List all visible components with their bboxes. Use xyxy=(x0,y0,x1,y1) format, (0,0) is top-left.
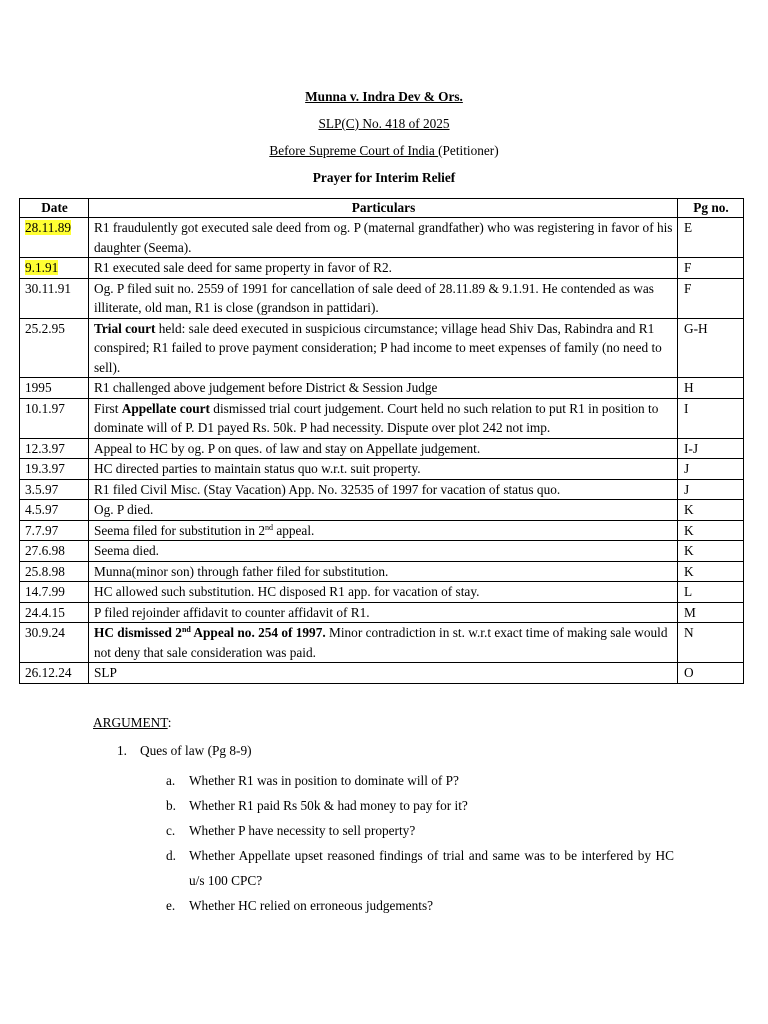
row-particulars xyxy=(89,663,678,684)
particulars-text-run: dismissed trial court judgement. Court held no such relation to put R1 in position to dominate will of P. D1 payed Rs. 50k. P had necessity. Dispute over plot 242 not imp. xyxy=(94,400,659,435)
particulars-text-run: P filed rejoinder affidavit to counter affidavit of R1. xyxy=(94,604,370,620)
row-particulars xyxy=(89,541,678,562)
row-particulars xyxy=(89,561,678,582)
particulars-text-run: HC directed parties to maintain status quo w.r.t. suit property. xyxy=(94,461,421,476)
prayer-heading: Prayer for Interim Relief xyxy=(312,170,456,185)
row-date: 7.7.97 xyxy=(25,522,59,538)
table-row xyxy=(20,378,744,399)
argument-item-number: 1. xyxy=(117,743,127,758)
row-particulars xyxy=(89,398,678,438)
row-page-ref: F xyxy=(678,278,744,318)
particulars-text-run: Og. P died. xyxy=(94,502,154,517)
row-date-cell xyxy=(20,582,89,603)
table-row xyxy=(20,663,744,684)
row-date: 28.11.89 xyxy=(25,220,72,235)
row-date: 14.7.99 xyxy=(25,584,65,599)
row-particulars xyxy=(89,438,678,459)
row-particulars xyxy=(89,602,678,623)
table-header-row xyxy=(20,199,744,218)
particulars-text-run: R1 filed Civil Misc. (Stay Vacation) App. No. 32535 of 1997 for vacation of status quo. xyxy=(94,481,561,497)
row-date: 30.11.91 xyxy=(25,280,72,296)
table-row xyxy=(20,479,744,500)
table-row xyxy=(20,541,744,562)
argument-subitem xyxy=(166,793,674,818)
particulars-text-run: R1 executed sale deed for same property in favor of R2. xyxy=(94,260,392,275)
court-name: Before Supreme Court of India xyxy=(269,143,439,158)
row-date-cell xyxy=(20,520,89,541)
row-date: 1995 xyxy=(25,380,52,395)
column-header-date: Date xyxy=(20,199,89,218)
row-page-ref: K xyxy=(678,561,744,582)
argument-heading-text: ARGUMENT xyxy=(93,715,168,730)
row-date: 4.5.97 xyxy=(25,502,59,517)
row-date-cell xyxy=(20,541,89,562)
particulars-text-run: Appeal to HC by og. P on ques. of law and stay on Appellate judgement. xyxy=(94,440,481,456)
argument-item xyxy=(117,742,252,760)
row-page-ref: N xyxy=(678,623,744,663)
row-page-ref: J xyxy=(678,459,744,480)
subitem-letter: a. xyxy=(166,773,176,788)
argument-heading-colon: : xyxy=(167,715,172,730)
subitem-text: Whether HC relied on erroneous judgements? xyxy=(189,898,434,913)
row-page-ref: I xyxy=(678,398,744,438)
particulars-text-run: Seema filed for substitution in 2 xyxy=(94,522,265,538)
particulars-text-run: Og. P filed suit no. 2559 of 1991 for cancellation of sale deed of 28.11.89 & 9.1.91. He contended as was illiterate, old man, R1 is close (grandson in pattidari). xyxy=(94,280,654,315)
row-page-ref: K xyxy=(678,500,744,521)
particulars-text-run: First xyxy=(94,400,122,416)
row-date: 30.9.24 xyxy=(25,625,65,640)
particulars-text-run: Seema died. xyxy=(94,543,159,558)
particulars-text-run: Trial court xyxy=(94,320,156,336)
table-row xyxy=(20,438,744,459)
case-title: Munna v. Indra Dev & Ors. xyxy=(305,89,463,104)
particulars-text-run: R1 fraudulently got executed sale deed from og. P (maternal grandfather) who was registering in favor of his daughter (Seema). xyxy=(94,220,673,255)
row-particulars xyxy=(89,582,678,603)
row-page-ref: F xyxy=(678,258,744,279)
row-page-ref: H xyxy=(678,378,744,399)
row-page-ref: I-J xyxy=(678,438,744,459)
row-date-cell xyxy=(20,663,89,684)
row-date-cell xyxy=(20,459,89,480)
row-particulars xyxy=(89,378,678,399)
row-date: 3.5.97 xyxy=(25,481,59,497)
row-date: 24.4.15 xyxy=(25,604,65,620)
table-row xyxy=(20,459,744,480)
particulars-text-run: held: sale deed executed in suspicious circumstance; village head Shiv Das, Rabindra and R1 conspired; R1 failed to prove payment consideration; P had income to meet expenses of family (no need to sell). xyxy=(94,320,662,375)
row-page-ref: J xyxy=(678,479,744,500)
row-date-cell xyxy=(20,398,89,438)
court-line xyxy=(0,142,768,169)
argument-subitems xyxy=(166,768,674,918)
particulars-text-run: Minor contradiction in st. w.r.t exact time of making sale would not deny that sale consideration was paid. xyxy=(94,625,668,660)
particulars-text-run: Appeal no. 254 of 1997. xyxy=(190,625,326,640)
row-date: 27.6.98 xyxy=(25,543,65,558)
subitem-letter: c. xyxy=(166,823,176,838)
document-header xyxy=(0,88,768,196)
table-row xyxy=(20,520,744,541)
row-page-ref: E xyxy=(678,218,744,258)
row-date-cell xyxy=(20,602,89,623)
row-particulars xyxy=(89,318,678,378)
row-date-cell xyxy=(20,318,89,378)
particulars-text-run: Munna(minor son) through father filed for substitution. xyxy=(94,563,389,579)
particulars-text-run: R1 challenged above judgement before District & Session Judge xyxy=(94,380,438,395)
row-date-cell xyxy=(20,258,89,279)
row-date: 26.12.24 xyxy=(25,665,72,680)
particulars-text-run: HC dismissed 2 xyxy=(94,625,182,640)
chronology-body xyxy=(20,218,744,684)
row-date: 10.1.97 xyxy=(25,400,65,416)
subitem-text: Whether P have necessity to sell property? xyxy=(189,823,416,838)
subitem-text: Whether R1 paid Rs 50k & had money to pay for it? xyxy=(189,798,468,813)
chronology-table xyxy=(19,198,744,684)
row-date-cell xyxy=(20,623,89,663)
row-particulars xyxy=(89,278,678,318)
table-row xyxy=(20,318,744,378)
table-row xyxy=(20,398,744,438)
argument-subitem xyxy=(166,818,674,843)
subitem-letter: d. xyxy=(166,848,176,863)
row-particulars xyxy=(89,258,678,279)
row-particulars xyxy=(89,500,678,521)
row-date-cell xyxy=(20,561,89,582)
table-row xyxy=(20,561,744,582)
table-row xyxy=(20,602,744,623)
column-header-pg-no: Pg no. xyxy=(678,199,744,218)
subitem-text: Whether R1 was in position to dominate will of P? xyxy=(189,773,459,788)
row-date: 9.1.91 xyxy=(25,260,59,275)
particulars-text-run: nd xyxy=(181,625,191,634)
table-row xyxy=(20,258,744,279)
subitem-letter: e. xyxy=(166,898,176,913)
argument-subitem xyxy=(166,893,674,918)
row-particulars xyxy=(89,520,678,541)
particulars-text-run: appeal. xyxy=(273,522,315,538)
row-page-ref: K xyxy=(678,541,744,562)
particulars-text-run: HC allowed such substitution. HC disposed R1 app. for vacation of stay. xyxy=(94,584,480,599)
row-date-cell xyxy=(20,438,89,459)
row-particulars xyxy=(89,479,678,500)
argument-subitem xyxy=(166,768,674,793)
particulars-text-run: SLP xyxy=(94,665,117,680)
particulars-text-run: nd xyxy=(265,522,273,532)
row-particulars xyxy=(89,623,678,663)
row-date-cell xyxy=(20,278,89,318)
particulars-text-run: Appellate court xyxy=(121,400,210,416)
column-header-particulars: Particulars xyxy=(89,199,678,218)
row-date: 25.2.95 xyxy=(25,320,65,336)
subitem-letter: b. xyxy=(166,798,176,813)
row-particulars xyxy=(89,459,678,480)
table-row xyxy=(20,582,744,603)
row-page-ref: O xyxy=(678,663,744,684)
table-row xyxy=(20,218,744,258)
table-row xyxy=(20,623,744,663)
row-date: 12.3.97 xyxy=(25,440,65,456)
argument-subitem xyxy=(166,843,674,893)
row-page-ref: K xyxy=(678,520,744,541)
row-date-cell xyxy=(20,500,89,521)
row-date: 19.3.97 xyxy=(25,461,65,476)
row-date-cell xyxy=(20,378,89,399)
slp-number: SLP(C) No. 418 of 2025 xyxy=(318,116,450,131)
row-page-ref: L xyxy=(678,582,744,603)
row-date-cell xyxy=(20,218,89,258)
table-row xyxy=(20,278,744,318)
table-row xyxy=(20,500,744,521)
row-date: 25.8.98 xyxy=(25,563,65,579)
subitem-text: Whether Appellate upset reasoned findings of trial and same was to be interfered by HC u/s 100 CPC? xyxy=(189,848,674,888)
argument-heading xyxy=(93,714,171,732)
court-suffix: (Petitioner) xyxy=(438,143,499,158)
row-particulars xyxy=(89,218,678,258)
row-date-cell xyxy=(20,479,89,500)
row-page-ref: M xyxy=(678,602,744,623)
row-page-ref: G-H xyxy=(678,318,744,378)
argument-item-text: Ques of law (Pg 8-9) xyxy=(140,743,252,758)
